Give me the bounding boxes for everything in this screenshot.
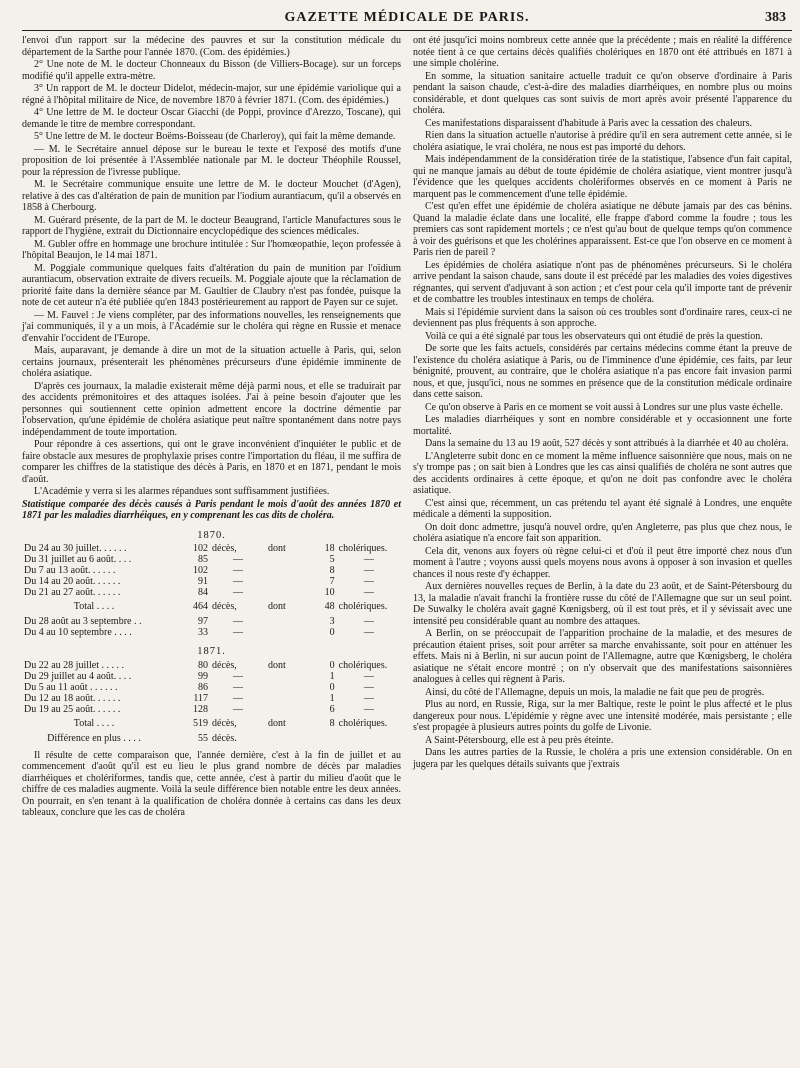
period-cell: Du 21 au 27 août. . . . . . [24,587,121,598]
label-cell: — [363,692,374,704]
paragraph: Dans la semaine du 13 au 19 août, 527 décès y sont attribués à la diarrhée et 40 au choléra. [425,438,789,449]
paragraph: M. Gubler offre en hommage une brochure intitulée : Sur l'homœopathie, leçon professée à l'hôpital Beaujon, le 14 mai 1871. [22,238,401,261]
paragraph: L'Académie y verra si les alarmes répandues sont suffisamment justifiées. [34,486,330,497]
stats-table-1870 [22,543,401,638]
right-column [413,35,792,820]
paragraph: On doit donc admettre, jusqu'à nouvel ordre, qu'en Angleterre, pas plus que chez nous, le choléra asiatique n'a encore fait son apparition. [413,521,792,544]
unit-cell: — [233,565,243,576]
label-cell: cholériques. [338,659,388,671]
table-row [22,671,401,682]
cholera-cell: 18 [324,543,335,554]
unit-cell: décès, [212,659,237,671]
year-heading-1870: 1870. [197,529,226,541]
paragraph: Cela dit, venons aux foyers où règne celui-ci et d'où il peut être importé chez nous d'un moment à l'autre ; voyons aussi quels moyens nous avons à opposer à son invasion et quelles chances il nous reste d'y échapper. [413,545,792,580]
unit-cell: — [233,554,243,565]
label-cell: — [363,670,374,682]
paragraph: L'Angleterre subit donc en ce moment la même influence saisonnière que nous, mais on ne s'y trompe pas ; on sait bien à Londres que les cas ainsi qualifiés de choléra ne sont autres que des accidents ordinaires à cette époque, et qu'on ne doit pas confondre avec le choléra asiatique. [413,450,792,496]
dont-cell [266,554,293,565]
cholera-cell: 10 [324,587,335,598]
period-cell: Du 29 juillet au 4 août. . . . [24,670,132,682]
year-heading-1871: 1871. [197,646,226,657]
period-cell: Total . . . . [73,601,115,612]
paragraph: Les maladies diarrhéiques y sont en nombre considérable et y occasionnent une forte mortalité. [413,414,792,437]
paragraph: Ces manifestations disparaissent d'habitude à Paris avec la cessation des chaleurs. [425,117,752,129]
dont-cell [266,576,293,587]
unit-cell: — [233,681,243,693]
paragraph: — M. Fauvel : Je viens compléter, par des informations nouvelles, les renseignements que j'ai communiqués, il y a un mois, à l'Académie sur le choléra qui règne en Russie et menace d'envahir l'occident de l'Europe. [22,309,401,344]
unit-cell: — [233,616,243,627]
paragraph: 2° Une note de M. le docteur Chonneaux du Bisson (de Villiers-Bocage). sur un forceps modifié qu'il appelle extra-mètre. [22,59,401,82]
total-row [22,598,401,616]
unit-cell: décès, [212,543,237,554]
label-cell: — [363,616,374,627]
paragraph: D'après ces journaux, la maladie existerait même déjà parmi nous, et elle se traduirait par des accidents prémonitoires et des attaques isolées. J'ai à peine besoin d'ajouter que les personnes qui soutiennent cette opinion admettent encore la doctrine démentie par l'observation, qu'une épidémie de choléra asiatique peut naître spontanément dans notre pays indépendamment de toute importation. [22,380,401,438]
paragraph: De sorte que les faits actuels, considérés par certains médecins comme étant la preuve de l'existence du choléra asiatique à Paris, ou de l'imminence d'une épidémie, ces faits, par leur bénignité, prouvent, au contraire, que le choléra asiatique n'a pas encore fait invasion parmi nous, et que, jusqu'ici, nous ne sommes en présence que de la constitution médicale ordinaire dans cette saison. [413,343,792,400]
paragraph: Ce qu'on observe à Paris en ce moment se voit aussi à Londres sur une plus vaste échelle. [425,401,783,413]
left-column [22,35,401,820]
paragraph: Pour répondre à ces assertions, qui ont le grave inconvénient d'inquiéter le public et de faire obstacle aux mesures de prophylaxie prises contre l'importation du fléau, il me suffira de comparer les chiffres de la statistique des décès à Paris, en 1870 et en 1871, pendant le mois d'août. [22,439,401,485]
difference-label: Différence en plus . . . . [47,732,141,744]
period-cell: Du 12 au 18 août. . . . . . [24,692,121,704]
table-row [22,576,401,587]
table-row [22,660,401,671]
dont-cell [266,627,293,638]
cholera-cell: 0 [329,681,335,693]
period-cell: Du 22 au 28 juillet . . . . . [24,659,124,671]
unit-cell: — [233,703,243,715]
cholera-cell: 3 [329,616,335,627]
unit-cell: — [233,627,243,638]
dont-cell [266,587,293,598]
table-row [22,616,401,627]
difference-unit: décès. [212,732,237,744]
paragraph: A Berlin, on se préoccupait de l'apparition prochaine de la maladie, et des mesures de précaution étaient prises, soit pour arrêter sa marche envahissante, soit pour en atténuer les effets. Mais ni à Berlin, ni sur aucun point de l'Allemagne, autre que Kœnigsberg, le choléra asiatique ne s'était encore montré ; on n'y observait que des manifestations saisonnières analogues à celles qui règnent à Paris. [413,628,792,685]
unit-cell: — [233,692,243,704]
deaths-cell: 128 [193,703,208,715]
paragraph: l'envoi d'un rapport sur la médecine des pauvres et sur la constitution médicale du département de la Sarthe pour l'année 1870. (Com. des épidémies.) [22,35,401,58]
label-cell: cholériques. [338,543,388,554]
table-row [22,543,401,554]
label-cell: — [363,576,374,587]
paragraph: Mais indépendamment de la considération tirée de la statistique, l'absence d'un fait capital, qui ne manque jamais au début de toute épidémie de choléra asiatique, vient montrer jusqu'à l'évidence que les quelques accidents cholériformes observés en ce moment à Paris ne marquent pas le commencement d'une telle épidémie. [413,154,792,200]
paragraph: Aux dernières nouvelles reçues de Berlin, à la date du 23 août, et de Saint-Pétersbourg du 13, la maladie n'avait franchi la frontière russe du côté de l'Allemagne que sur un seul point. De Suwalky le choléra avait gagné Kœnigsberg, où il est tout près, et il y sévissait avec une intensité peu considérable quant au nombre des attaques. [413,581,792,627]
paragraph: Mais, auparavant, je demande à dire un mot de la situation actuelle à Paris, qui, selon certains journaux, présenterait les phénomènes précurseurs d'une épidémie imminente de choléra asiatique. [22,345,401,379]
paragraph: 4° Une lettre de M. le docteur Oscar Giacchi (de Poppi, province d'Arezzo, Toscane), qui demande le titre de membre correspondant. [22,107,401,130]
unit-cell: — [233,587,243,598]
unit-cell: décès, [212,717,237,729]
dont-cell [266,693,293,704]
paragraph: — M. le Secrétaire annuel dépose sur le bureau le texte et l'exposé des motifs d'une proposition de loi présentée à l'Assemblée nationale par M. le docteur Théophile Roussel, pour la répression de l'ivresse publique. [22,143,401,178]
stats-table-1871 [22,660,401,744]
paragraph: 5° Une lettre de M. le docteur Boëms-Boisseau (de Charleroy), qui fait la même demande. [34,131,396,142]
dont-cell [266,565,293,576]
label-cell: cholériques. [338,717,388,729]
paragraph: 3° Un rapport de M. le docteur Didelot, médecin-major, sur une épidémie variolique qui a régné à l'hôpital militaire de Nice, de novembre 1870 à février 1871. (Com. des épidémies.) [22,83,401,106]
paragraph: C'est ainsi que, récemment, un cas prétendu tel ayant été signalé à Londres, une enquête médicale a démenti la supposition. [413,497,792,520]
label-cell: — [363,681,374,693]
cholera-cell: 8 [329,717,335,729]
period-cell: Du 5 au 11 août . . . . . . [24,681,118,693]
deaths-cell: 33 [198,627,208,638]
dont-cell: dont [268,659,286,671]
paragraph: Ainsi, du côté de l'Allemagne, depuis un mois, la maladie ne fait que peu de progrès. [425,686,765,698]
text-columns [22,35,792,820]
paragraph: C'est qu'en effet une épidémie de choléra asiatique ne débute jamais par des cas bénins. Quand la maladie éclate dans une localité, elle frappe d'abord comme la foudre ; tous les premiers cas sont rapidement mortels ; ce n'est qu'au bout de quelque temps qu'on commence à voir des guérisons et que les cholérines apparaissent. Est-ce que l'on observe en ce moment à Paris rien de pareil ? [413,201,792,258]
deaths-cell: 85 [198,554,208,565]
paragraph: Voilà ce qui a été signalé par tous les observateurs qui ont étudié de près la question. [425,330,763,342]
paragraph: M. le Secrétaire communique ensuite une lettre de M. le docteur Mouchet (d'Agen), relative à des cas d'altération de pain de munition par l'iodium aurantiacum, qu'il a observés en 1858 à Cherbourg. [22,179,401,213]
table-row [22,682,401,693]
label-cell: — [363,565,374,576]
period-cell: Du 4 au 10 septembre . . . . [24,627,132,638]
paragraph: Mais si l'épidémie survient dans la saison où ces troubles sont d'ordinaire rares, ceux-ci ne deviennent pas plus fréquents à son approche. [413,306,792,329]
period-cell: Du 31 juillet au 6 août. . . . [24,554,132,565]
paragraph: A Saint-Pétersbourg, elle est à peu près éteinte. [425,734,614,746]
deaths-cell: 464 [193,601,208,612]
dont-cell: dont [268,717,286,729]
dont-cell [266,682,293,693]
unit-cell: — [233,576,243,587]
table-row [22,693,401,704]
page-header [22,0,792,31]
period-cell: Du 7 au 13 août. . . . . . [24,565,116,576]
table-row [22,554,401,565]
total-row [22,715,401,733]
label-cell: cholériques. [338,601,388,612]
paragraph: En somme, la situation sanitaire actuelle traduit ce qu'on observe d'ordinaire à Paris pendant la saison chaude, c'est-à-dire des maladies diarrhéiques, en nombre plus ou moins considérable, et dont quelques cas sont suivis de mort après avoir présenté l'apparence du choléra. [413,70,792,116]
cholera-cell: 1 [329,670,335,682]
label-cell: — [363,587,374,598]
page-number: 383 [765,10,786,25]
table-row [22,627,401,638]
paragraph: M. Poggiale communique quelques faits d'altération du pain de munition par l'oïdium aurantiacum, observation extraite de divers recueils. M. Poggiale ajoute que la réclamation de priorité faite dans la dernière séance par M. Gaultier de Claubry n'est pas fondée, puisque la note de cet auteur n'a été publiée qu'en 1843 postérieurement au rapport de Payen sur ce sujet. [22,262,401,308]
unit-cell: décès, [212,601,237,612]
deaths-cell: 84 [198,587,208,598]
dont-cell: dont [268,601,286,612]
table-row [22,565,401,576]
period-cell: Total . . . . [73,717,115,729]
cholera-cell: 0 [329,627,335,638]
paragraph: Les épidémies de choléra asiatique n'ont pas de phénomènes précurseurs. Si le choléra arrive pendant la saison chaude, sans doute il est précédé par les maladies des voies digestives régnantes, qui servent d'adjuvant à son action ; et c'est pour cela qu'il importe tant de prévenir et de combattre les troubles intestinaux en temps de choléra. [413,259,792,305]
deaths-cell: 97 [198,616,208,627]
dont-cell: dont [268,543,286,554]
difference-value: 55 [198,732,208,744]
table-row [22,587,401,598]
paragraph: Rien dans la situation actuelle n'autorise à prédire qu'il en sera autrement cette année, si le choléra asiatique, le vrai choléra, ne nous est pas importé du dehors. [413,130,792,153]
journal-title: GAZETTE MÉDICALE DE PARIS. [284,10,530,25]
deaths-cell: 102 [193,565,208,576]
paragraph: Plus au nord, en Russie, Riga, sur la mer Baltique, reste le point le plus affecté et le plus dangereux pour nous. L'épidémie y règne avec une intensité modérée, mais persistante ; elle s'est propagée à plusieurs autres points du golfe de Livonie. [413,699,792,733]
period-cell: Du 14 au 20 août. . . . . . [24,576,121,587]
period-cell: Du 19 au 25 août. . . . . . [24,703,121,715]
dont-cell [266,671,293,682]
unit-cell: — [233,670,243,682]
cholera-cell: 48 [324,601,335,612]
period-cell: Du 28 août au 3 septembre . . [24,616,142,627]
label-cell: — [363,627,374,638]
deaths-cell: 86 [198,681,208,693]
dont-cell [266,704,293,715]
period-cell: Du 24 au 30 juillet. . . . . . [24,543,127,554]
paragraph: ont été jusqu'ici moins nombreux cette année que la précédente ; mais en réalité la différence notée tient à ce que certains décès qualifiés cholériques en 1870 ont été attribués en 1871 à une simple cholérine. [413,35,792,69]
paragraph: M. Guérard présente, de la part de M. le docteur Beaugrand, l'article Manufactures sous le rapport de l'hygiène, extrait du Dictionnaire encyclopédique des sciences médicales. [22,214,401,237]
deaths-cell: 99 [198,670,208,682]
deaths-cell: 102 [193,543,208,554]
table-row [22,704,401,715]
paragraph: Dans les autres parties de la Russie, le choléra a pris une extension considérable. On en jugera par les quelques détails suivants que j'extrais [413,747,792,770]
cholera-cell: 5 [329,554,335,565]
deaths-cell: 80 [198,659,208,671]
difference-row [22,733,401,744]
cholera-cell: 8 [329,565,335,576]
label-cell: — [363,703,374,715]
cholera-cell: 7 [329,576,335,587]
dont-cell [266,616,293,627]
deaths-cell: 519 [193,717,208,729]
cholera-cell: 6 [329,703,335,715]
deaths-cell: 91 [198,576,208,587]
cholera-cell: 0 [329,659,335,671]
deaths-cell: 117 [193,692,208,704]
cholera-cell: 1 [329,692,335,704]
table-caption: Statistique comparée des décès causés à Paris pendant le mois d'août des années 1870 et 1871 par les maladies diarrhéiques, en y comprenant les cas dits de choléra. [22,498,401,521]
label-cell: — [363,554,374,565]
paragraph: Il résulte de cette comparaison que, l'année dernière, c'est à la fin de juillet et au commencement d'août qu'il est eu lieu le plus grand nombre de décès par maladies diarrhéiques et cholériformes, tandis que, cette année, c'est à partir du milieu d'août que le chiffre de ces maladies augmente. Voilà la seule différence bien notable entre les deux années. On pourrait, en s'en tenant à la qualification de choléra donnée à certains cas dans les deux tableaux, conclure que les cas de choléra [22,749,401,818]
